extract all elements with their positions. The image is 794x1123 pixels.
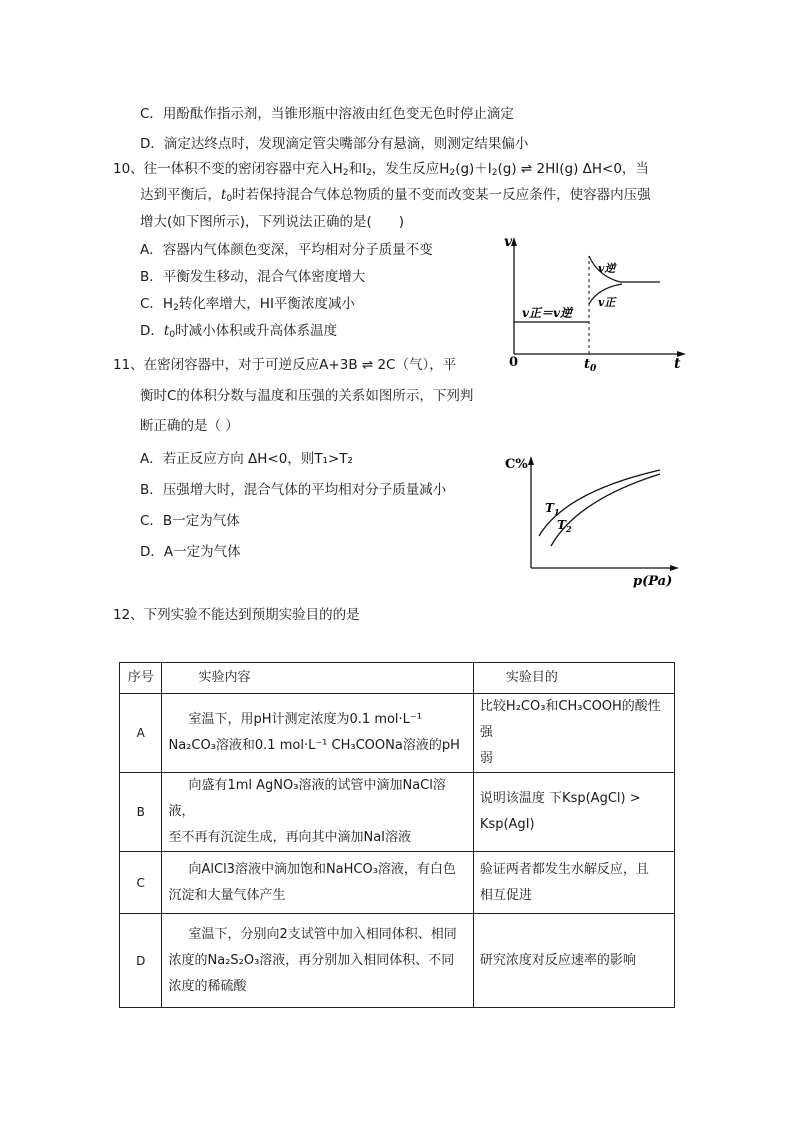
content-line: 沉淀和大量气体产生 xyxy=(168,887,286,903)
q10-option-a: A．容器内气体颜色变深，平均相对分子质量不变 xyxy=(140,242,433,258)
x-axis-arrow xyxy=(670,565,679,571)
q10-text: 时减小体积或升高体系温度 xyxy=(175,323,338,339)
subscript: 2 xyxy=(491,168,498,178)
q10-text: 达到平衡后， xyxy=(140,187,221,203)
q10-velocity-graph xyxy=(500,232,690,372)
q10-text: 和I xyxy=(348,161,367,177)
t0-symbol: t xyxy=(221,187,227,203)
experiment-table xyxy=(119,662,675,1008)
subscript: 2 xyxy=(342,168,349,178)
purpose-line: 弱 xyxy=(479,751,493,766)
q10-text: 时若保持混合气体总物质的量不变而改变某一反应条件，使容器内压强 xyxy=(232,187,651,203)
row-id: A xyxy=(120,694,162,773)
purpose-line: 验证两者都发生水解反应，且 xyxy=(479,861,649,877)
y-axis-label: v xyxy=(504,234,513,250)
content-line: 向AlCl3溶液中滴加饱和NaHCO₃溶液，有白色 xyxy=(188,861,456,877)
subscript: 2 xyxy=(173,303,179,313)
content-line: 室温下，用pH计测定浓度为0.1 mol·L⁻¹ xyxy=(188,712,422,727)
q10-text: ，发生反应H xyxy=(371,161,450,177)
q9-option-c: C．用酚酞作指示剂，当锥形瓶中溶液由红色变无色时停止滴定 xyxy=(140,106,514,122)
q11-stem-line2: 衡时C的体积分数与温度和压强的关系如图所示，下列判 xyxy=(140,388,474,404)
row-purpose: 研究浓度对反应速率的影响 xyxy=(473,914,674,1008)
x-axis-label: p(Pa) xyxy=(633,574,673,589)
origin-label: 0 xyxy=(509,355,519,370)
t1-label: $T_1$ xyxy=(545,501,560,517)
t2-curve xyxy=(551,474,660,546)
content-line: 至不再有沉淀生成，再向其中滴加NaI溶液 xyxy=(168,830,412,845)
content-line: 室温下，分别向2支试管中加入相同体积、相同 xyxy=(188,926,457,942)
q11-option-a: A．若正反应方向 ΔH<0，则T₁>T₂ xyxy=(140,451,353,467)
q10-text: (g)＋I xyxy=(455,161,492,177)
v-reverse-label: v逆 xyxy=(598,262,616,275)
row-content xyxy=(162,694,473,773)
row-id: D xyxy=(120,914,162,1008)
table-row xyxy=(120,914,675,1008)
row-purpose xyxy=(473,852,674,914)
table-row xyxy=(120,773,675,852)
header-index: 序号 xyxy=(120,663,162,694)
content-line: 浓度的稀硫酸 xyxy=(168,978,247,994)
q10-stem-line2 xyxy=(140,185,651,205)
q10-text: (g) ⇌ 2HI(g) ΔH<0，当 xyxy=(497,161,649,177)
q10-text: 转化率增大，HI平衡浓度减小 xyxy=(178,296,355,312)
row-purpose xyxy=(473,694,674,773)
y-axis-arrow xyxy=(528,456,534,465)
t2-label: $T_2$ xyxy=(557,518,572,534)
subscript: 0 xyxy=(226,194,233,204)
header-purpose: 实验目的 xyxy=(473,663,674,694)
content-line: 向盛有1ml AgNO₃溶液的试管中滴加NaCl溶液， xyxy=(168,778,446,819)
row-purpose xyxy=(473,773,674,852)
q12-stem: 12、下列实验不能达到预期实验目的的是 xyxy=(113,607,360,623)
t0-symbol: t xyxy=(163,323,170,339)
table-row xyxy=(120,694,675,773)
purpose-line: 相互促进 xyxy=(479,887,532,903)
q10-option-b: B．平衡发生移动，混合气体密度增大 xyxy=(140,269,366,285)
subscript: 2 xyxy=(449,168,456,178)
x-axis-label: t xyxy=(674,356,681,372)
row-content xyxy=(162,914,473,1008)
q11-option-c: C．B一定为气体 xyxy=(140,513,240,529)
v-forward-label: v正 xyxy=(598,296,616,309)
q10-text: D． xyxy=(140,323,164,339)
header-content: 实验内容 xyxy=(162,663,473,694)
q10-text: C．H xyxy=(140,296,174,312)
purpose-line: 比较H₂CO₃和CH₃COOH的酸性强 xyxy=(479,699,661,740)
purpose-line: Ksp(AgI) xyxy=(479,817,535,832)
v-eq-label: v正＝v逆 xyxy=(522,306,572,320)
q10-stem-line3: 增大(如下图所示)，下列说法正确的是( ) xyxy=(140,214,405,230)
row-content xyxy=(162,773,473,852)
q11-percent-pressure-graph xyxy=(505,452,680,592)
table-row xyxy=(120,852,675,914)
q9-option-d: D．滴定达终点时，发现滴定管尖嘴部分有悬滴，则测定结果偏小 xyxy=(140,136,529,152)
purpose-line: 说明该温度 下Ksp(AgCl) > xyxy=(479,791,641,806)
row-id: C xyxy=(120,852,162,914)
q11-stem-line1: 11、在密闭容器中，对于可逆反应A+3B ⇌ 2C（气），平 xyxy=(113,357,457,373)
q10-text: 10、往一体积不变的密闭容器中充入H xyxy=(113,161,343,177)
table-header-row xyxy=(120,663,675,694)
q11-option-d: D．A一定为气体 xyxy=(140,544,241,560)
subscript: 2 xyxy=(366,168,372,178)
content-line: 浓度的Na₂S₂O₃溶液，再分别加入相同体积、不同 xyxy=(168,952,455,968)
q10-stem-line1 xyxy=(113,159,649,179)
t0-label: $t_0$ xyxy=(584,357,597,372)
y-axis-label: C% xyxy=(505,457,528,472)
q11-option-b: B．压强增大时，混合气体的平均相对分子质量减小 xyxy=(140,482,447,498)
content-line: Na₂CO₃溶液和0.1 mol·L⁻¹ CH₃COONa溶液的pH xyxy=(168,738,460,753)
q11-stem-line3: 断正确的是（ ） xyxy=(140,418,239,434)
q10-option-d xyxy=(140,321,337,341)
q10-option-c xyxy=(140,294,355,314)
row-id: B xyxy=(120,773,162,852)
subscript: 0 xyxy=(169,330,176,340)
row-content xyxy=(162,852,473,914)
